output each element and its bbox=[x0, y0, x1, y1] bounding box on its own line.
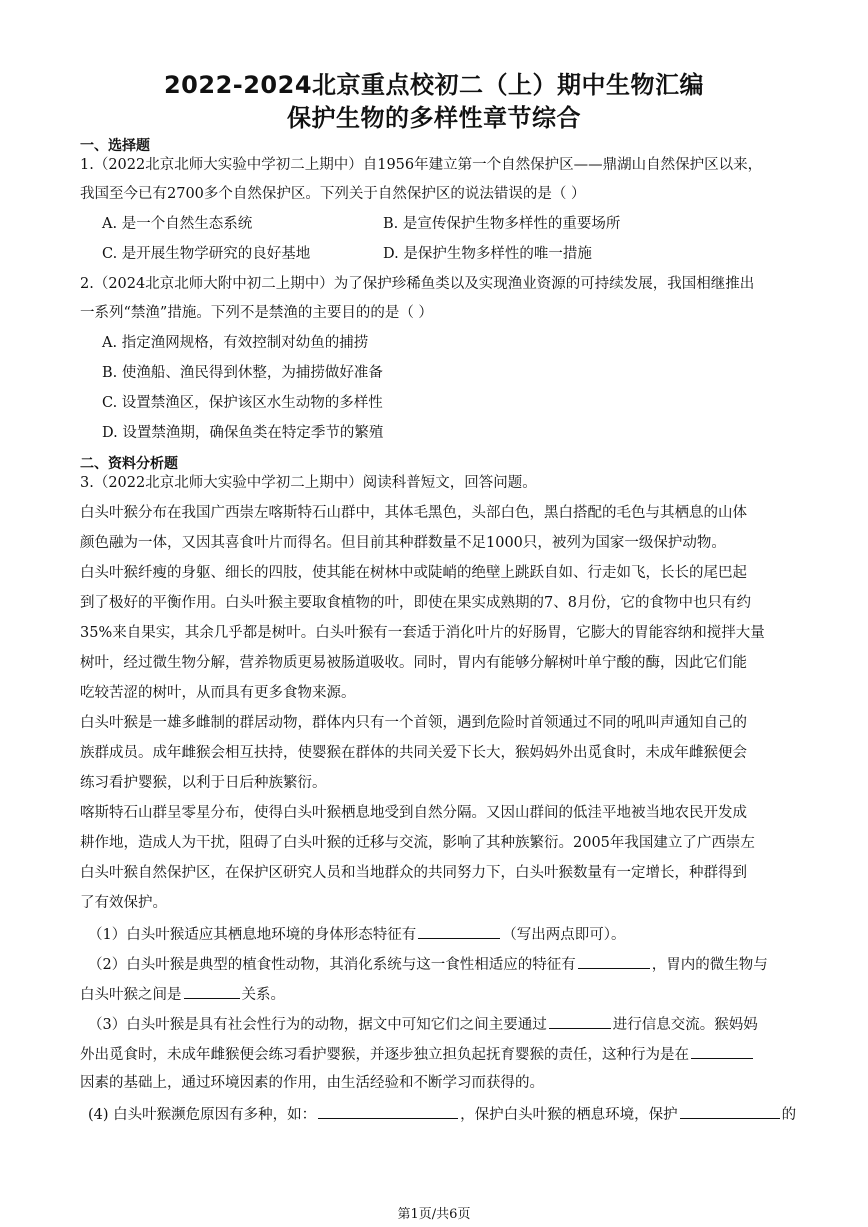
passage-line: 35%来自果实，其余几乎都是树叶。白头叶猴有一套适于消化叶片的好肠胃，它膨大的胃能容纳和搅拌大量 bbox=[80, 625, 765, 641]
answer-blank[interactable] bbox=[691, 1043, 753, 1059]
subquestion-text: （3）白头叶猴是具有社会性行为的动物，据文中可知它们之间主要通过 bbox=[88, 1017, 547, 1033]
subquestion-text: ，胃内的微生物与 bbox=[651, 957, 768, 973]
section-heading-analysis: 二、资料分析题 bbox=[80, 456, 178, 472]
passage-line: 族群成员。成年雌猴会相互扶持，使婴猴在群体的共同关爱下长大，猴妈妈外出觅食时，未成年雌猴便会 bbox=[80, 745, 747, 761]
subquestion-text: 白头叶猴之间是 bbox=[80, 987, 182, 1003]
page-number: 第1页/共6页 bbox=[397, 1207, 471, 1222]
passage-line: 到了极好的平衡作用。白头叶猴主要取食植物的叶，即使在果实成熟期的7、8月份，它的食物中也只有约 bbox=[80, 595, 751, 611]
subquestion-4 bbox=[88, 1103, 798, 1125]
page-title: 2022-2024北京重点校初二（上）期中生物汇编 bbox=[163, 71, 705, 99]
q1-stem-line: 我国至今已有2700多个自然保护区。下列关于自然保护区的说法错误的是（ ） bbox=[80, 186, 586, 202]
subquestion-text: 关系。 bbox=[241, 987, 285, 1003]
subquestion-text: (4) 白头叶猴濒危原因有多种，如： bbox=[88, 1107, 317, 1123]
passage-line: 了有效保护。 bbox=[80, 895, 167, 911]
page-subtitle: 保护生物的多样性章节综合 bbox=[287, 104, 581, 132]
answer-blank[interactable] bbox=[184, 983, 240, 999]
subquestion-2 bbox=[88, 953, 798, 975]
answer-blank[interactable] bbox=[578, 953, 650, 969]
q1-option-a: A. 是一个自然生态系统 bbox=[102, 216, 253, 232]
q2-option-d: D. 设置禁渔期，确保鱼类在特定季节的繁殖 bbox=[102, 425, 384, 441]
q2-stem-line: 一系列“禁渔”措施。下列不是禁渔的主要目的的是（ ） bbox=[80, 305, 433, 321]
subquestion-text: 的 bbox=[781, 1107, 797, 1123]
subquestion-2-cont bbox=[80, 983, 790, 1005]
q2-stem-line: 2.（2024北京北师大附中初二上期中）为了保护珍稀鱼类以及实现渔业资源的可持续发展，我国相继推出 bbox=[80, 276, 755, 292]
passage-line: 树叶，经过微生物分解，营养物质更易被肠道吸收。同时，胃内有能够分解树叶单宁酸的酶，因此它们能 bbox=[80, 655, 747, 671]
section-heading-choice: 一、选择题 bbox=[80, 138, 150, 154]
q3-stem: 3.（2022北京北师大实验中学初二上期中）阅读科普短文，回答问题。 bbox=[80, 475, 537, 491]
answer-blank[interactable] bbox=[549, 1013, 611, 1029]
passage-line: 喀斯特石山群呈零星分布，使得白头叶猴栖息地受到自然分隔。又因山群间的低洼平地被当地农民开发成 bbox=[80, 805, 747, 821]
q1-option-c: C. 是开展生物学研究的良好基地 bbox=[102, 246, 311, 262]
subquestion-3-cont: 因素的基础上，通过环境因素的作用，由生活经验和不断学习而获得的。 bbox=[80, 1075, 544, 1091]
answer-blank[interactable] bbox=[680, 1103, 780, 1119]
passage-line: 白头叶猴是一雄多雌制的群居动物，群体内只有一个首领，遇到危险时首领通过不同的吼叫声通知自己的 bbox=[80, 715, 747, 731]
passage-line: 吃较苦涩的树叶，从而具有更多食物来源。 bbox=[80, 685, 356, 701]
subquestion-text: （写出两点即可）。 bbox=[502, 927, 626, 943]
passage-line: 练习看护婴猴，以利于日后种族繁衍。 bbox=[80, 775, 327, 791]
subquestion-3-cont bbox=[80, 1043, 790, 1065]
subquestion-text: （2）白头叶猴是典型的植食性动物，其消化系统与这一食性相适应的特征有 bbox=[88, 957, 576, 973]
q1-stem-line: 1.（2022北京北师大实验中学初二上期中）自1956年建立第一个自然保护区——鼎湖山自然保护区以来， bbox=[80, 157, 763, 173]
passage-line: 白头叶猴纤瘦的身躯、细长的四肢，使其能在树林中或陡峭的绝壁上跳跃自如、行走如飞，长长的尾巴起 bbox=[80, 565, 747, 581]
q1-option-d: D. 是保护生物多样性的唯一措施 bbox=[383, 246, 592, 262]
passage-line: 白头叶猴自然保护区，在保护区研究人员和当地群众的共同努力下，白头叶猴数量有一定增长，种群得到 bbox=[80, 865, 747, 881]
answer-blank[interactable] bbox=[318, 1103, 458, 1119]
subquestion-text: ，保护白头叶猴的栖息环境，保护 bbox=[460, 1107, 678, 1123]
passage-line: 白头叶猴分布在我国广西崇左喀斯特石山群中，其体毛黑色，头部白色，黑白搭配的毛色与其栖息的山体 bbox=[80, 505, 747, 521]
subquestion-text: 外出觅食时，未成年雌猴便会练习看护婴猴，并逐步独立担负起抚育婴猴的责任，这种行为是在 bbox=[80, 1047, 689, 1063]
q2-option-a: A. 指定渔网规格，有效控制对幼鱼的捕捞 bbox=[102, 335, 369, 351]
passage-line: 颜色融为一体，又因其喜食叶片而得名。但目前其种群数量不足1000只，被列为国家一级保护动物。 bbox=[80, 535, 726, 551]
subquestion-1 bbox=[88, 923, 798, 945]
passage-line: 耕作地，造成人为干扰，阻碍了白头叶猴的迁移与交流，影响了其种族繁衍。2005年我国建立了广西崇左 bbox=[80, 835, 755, 851]
subquestion-3 bbox=[88, 1013, 798, 1035]
q1-option-b: B. 是宣传保护生物多样性的重要场所 bbox=[383, 216, 621, 232]
answer-blank[interactable] bbox=[418, 923, 500, 939]
q2-option-b: B. 使渔船、渔民得到休整，为捕捞做好准备 bbox=[102, 365, 383, 381]
q2-option-c: C. 设置禁渔区，保护该区水生动物的多样性 bbox=[102, 395, 383, 411]
subquestion-text: 进行信息交流。猴妈妈 bbox=[612, 1017, 758, 1033]
subquestion-text: （1）白头叶猴适应其栖息地环境的身体形态特征有 bbox=[88, 927, 417, 943]
